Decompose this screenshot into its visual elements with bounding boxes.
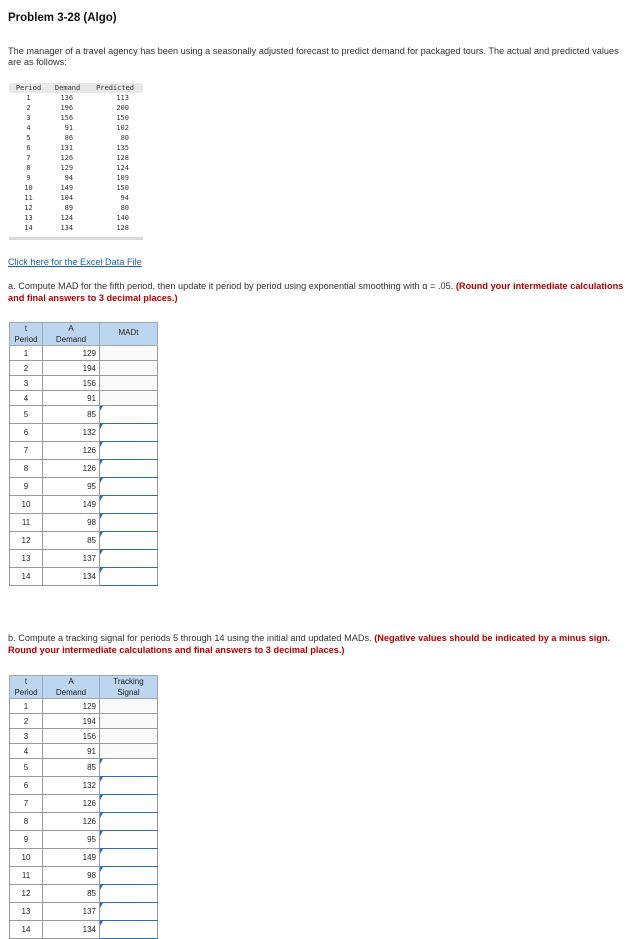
mad-answer-cell[interactable] (100, 532, 158, 550)
mad-period-cell: 11 (10, 514, 43, 532)
mad-period-cell: 4 (10, 391, 43, 406)
ts-demand-cell: 85 (43, 759, 100, 777)
ts-demand-cell: 126 (43, 795, 100, 813)
mad-row (10, 346, 158, 361)
ts-answer-input[interactable] (100, 849, 157, 866)
problem-intro: The manager of a travel agency has been using a seasonally adjusted forecast to predict demand for packaged tours. The actual and predicted values are as follows: (8, 46, 619, 67)
mad-period-cell: 5 (10, 406, 43, 424)
mad-demand-cell: 126 (43, 442, 100, 460)
ts-period-cell: 8 (10, 813, 43, 831)
ref-header-period: Period (9, 83, 48, 93)
mad-blank-cell (100, 361, 158, 376)
mad-period-cell: 2 (10, 361, 43, 376)
ref-table-row (9, 213, 143, 223)
ref-demand-cell: 124 (60, 214, 74, 222)
mad-row (10, 361, 158, 376)
mad-row (10, 442, 158, 460)
mad-demand-cell: 95 (43, 478, 100, 496)
ts-answer-cell[interactable] (100, 921, 158, 939)
mad-demand-cell: 129 (43, 346, 100, 361)
mad-row (10, 424, 158, 442)
mad-demand-cell: 149 (43, 496, 100, 514)
ref-period-cell: 3 (26, 114, 31, 122)
mad-demand-cell: 194 (43, 361, 100, 376)
mad-row (10, 496, 158, 514)
ts-row (10, 849, 158, 867)
ts-answer-cell[interactable] (100, 795, 158, 813)
mad-row (10, 532, 158, 550)
mad-period-cell: 14 (10, 568, 43, 586)
mad-answer-input[interactable] (100, 406, 157, 423)
mad-period-cell: 12 (10, 532, 43, 550)
ts-row (10, 903, 158, 921)
tracking-signal-table (9, 675, 158, 939)
ts-answer-input[interactable] (100, 885, 157, 902)
mad-demand-cell: 85 (43, 532, 100, 550)
mad-row (10, 376, 158, 391)
ref-period-cell: 7 (26, 154, 31, 162)
mad-answer-input[interactable] (100, 496, 157, 513)
ts-period-cell: 5 (10, 759, 43, 777)
mad-answer-input[interactable] (100, 460, 157, 477)
ts-answer-input[interactable] (100, 795, 157, 812)
ts-demand-cell: 126 (43, 813, 100, 831)
ts-blank-cell (100, 714, 158, 729)
ts-col-a-header (43, 676, 100, 699)
ts-answer-input[interactable] (100, 813, 157, 830)
mad-row (10, 391, 158, 406)
mad-col-t-top: t (24, 324, 28, 333)
ts-row (10, 729, 158, 744)
ref-period-cell: 1 (26, 94, 31, 102)
mad-table (9, 322, 158, 586)
mad-demand-cell: 132 (43, 424, 100, 442)
ref-period-cell: 10 (24, 184, 33, 192)
mad-demand-cell: 91 (43, 391, 100, 406)
ref-table-row (9, 153, 143, 163)
ref-demand-cell: 89 (64, 204, 74, 212)
mad-period-cell: 3 (10, 376, 43, 391)
ts-row (10, 759, 158, 777)
ref-predicted-cell: 150 (116, 114, 129, 122)
ref-table-row (9, 133, 143, 143)
ts-col-t-bottom: Period (14, 688, 38, 697)
mad-answer-input[interactable] (100, 550, 157, 567)
problem-title: Problem 3-28 (Algo) (8, 12, 117, 24)
mad-period-cell: 10 (10, 496, 43, 514)
mad-answer-input[interactable] (100, 514, 157, 531)
ref-table-row (9, 163, 143, 173)
mad-answer-cell[interactable] (100, 460, 158, 478)
ts-period-cell: 6 (10, 777, 43, 795)
mad-col-t-header (10, 323, 43, 346)
ref-predicted-cell: 150 (116, 184, 129, 192)
ref-demand-cell: 126 (60, 154, 74, 162)
ts-demand-cell: 134 (43, 921, 100, 939)
ref-table-row (9, 143, 143, 153)
mad-row (10, 460, 158, 478)
mad-answer-cell[interactable] (100, 406, 158, 424)
ref-period-cell: 14 (24, 224, 33, 232)
ts-period-cell: 14 (10, 921, 43, 939)
mad-period-cell: 8 (10, 460, 43, 478)
ts-demand-cell: 137 (43, 903, 100, 921)
mad-demand-cell: 134 (43, 568, 100, 586)
ts-period-cell: 12 (10, 885, 43, 903)
mad-demand-cell: 126 (43, 460, 100, 478)
ts-row (10, 867, 158, 885)
ref-demand-cell: 104 (60, 194, 74, 202)
ts-col-a-bottom: Demand (55, 688, 87, 697)
excel-data-file-link[interactable]: Click here for the Excel Data File (8, 257, 142, 267)
mad-blank-cell (100, 376, 158, 391)
ts-period-cell: 1 (10, 699, 43, 714)
ref-predicted-cell: 128 (116, 154, 129, 162)
ref-period-cell: 9 (26, 174, 31, 182)
ts-blank-cell (100, 744, 158, 759)
ref-predicted-cell: 80 (120, 134, 129, 142)
ts-period-cell: 2 (10, 714, 43, 729)
reference-data-table (9, 83, 143, 240)
ref-table-row (9, 93, 143, 103)
mad-period-cell: 7 (10, 442, 43, 460)
mad-answer-cell[interactable] (100, 478, 158, 496)
ts-demand-cell: 129 (43, 699, 100, 714)
ts-period-cell: 13 (10, 903, 43, 921)
ref-table-row (9, 193, 143, 203)
reference-table-body (9, 93, 143, 239)
mad-answer-cell[interactable] (100, 550, 158, 568)
ts-answer-cell[interactable] (100, 885, 158, 903)
mad-demand-cell: 137 (43, 550, 100, 568)
mad-demand-cell: 156 (43, 376, 100, 391)
part-a-question (8, 281, 626, 304)
mad-row (10, 406, 158, 424)
tracking-signal-table-body (10, 699, 158, 939)
ref-table-row (9, 123, 143, 133)
mad-demand-cell: 98 (43, 514, 100, 532)
ref-table-row (9, 103, 143, 113)
mad-period-cell: 13 (10, 550, 43, 568)
ts-row (10, 699, 158, 714)
mad-blank-cell (100, 391, 158, 406)
ref-period-cell: 4 (26, 124, 31, 132)
ts-col-t-top: t (24, 677, 28, 686)
ref-demand-cell: 131 (60, 144, 74, 152)
ref-predicted-cell: 109 (116, 174, 129, 182)
ref-period-cell: 5 (26, 134, 31, 142)
ref-demand-cell: 136 (60, 94, 74, 102)
ref-predicted-cell: 80 (120, 204, 129, 212)
ref-demand-cell: 94 (64, 174, 74, 182)
mad-blank-cell (100, 346, 158, 361)
mad-col-a-header (43, 323, 100, 346)
ts-demand-cell: 98 (43, 867, 100, 885)
ref-table-row (9, 223, 143, 239)
ts-row (10, 714, 158, 729)
part-b-text: b. Compute a tracking signal for periods 5 through 14 using the initial and updated MADs. (8, 633, 372, 643)
ts-answer-cell[interactable] (100, 903, 158, 921)
ts-col-t-header (10, 676, 43, 699)
ref-demand-cell: 134 (60, 224, 74, 232)
ts-answer-input[interactable] (100, 831, 157, 848)
ts-period-cell: 4 (10, 744, 43, 759)
ts-period-cell: 9 (10, 831, 43, 849)
ref-predicted-cell: 140 (116, 214, 129, 222)
ref-predicted-cell: 113 (116, 94, 129, 102)
ts-row (10, 921, 158, 939)
ref-table-row (9, 173, 143, 183)
ref-period-cell: 13 (24, 214, 33, 222)
ref-period-cell: 6 (26, 144, 31, 152)
ts-row (10, 777, 158, 795)
mad-row (10, 550, 158, 568)
ref-demand-cell: 129 (60, 164, 74, 172)
mad-demand-cell: 85 (43, 406, 100, 424)
ref-predicted-cell: 200 (116, 104, 129, 112)
ts-col-out-top: Tracking (113, 677, 144, 686)
ts-demand-cell: 149 (43, 849, 100, 867)
ts-blank-cell (100, 729, 158, 744)
ref-period-cell: 8 (26, 164, 31, 172)
ref-demand-cell: 149 (60, 184, 74, 192)
ts-period-cell: 10 (10, 849, 43, 867)
ref-table-row (9, 203, 143, 213)
ts-col-out-header (100, 676, 158, 699)
mad-answer-cell[interactable] (100, 568, 158, 586)
mad-row (10, 478, 158, 496)
mad-answer-input[interactable] (100, 424, 157, 441)
part-a-note: (Round your intermediate calculations and final answers to 3 decimal places.) (8, 281, 624, 303)
mad-period-cell: 9 (10, 478, 43, 496)
mad-col-out-header: MADt (100, 323, 158, 346)
ts-period-cell: 11 (10, 867, 43, 885)
ts-answer-input[interactable] (100, 867, 157, 884)
ref-predicted-cell: 128 (116, 224, 129, 232)
ts-answer-cell[interactable] (100, 831, 158, 849)
ref-period-cell: 12 (24, 204, 33, 212)
ts-answer-cell[interactable] (100, 867, 158, 885)
ref-header-demand: Demand (48, 83, 87, 93)
mad-col-a-top: A (68, 324, 74, 333)
part-a-text: a. Compute MAD for the fifth period, then update it period by period using exponential smoothing with α = .05. (8, 281, 454, 291)
ts-row (10, 885, 158, 903)
ts-demand-cell: 85 (43, 885, 100, 903)
mad-answer-input[interactable] (100, 568, 157, 585)
mad-table-body (10, 346, 158, 586)
ref-predicted-cell: 124 (116, 164, 129, 172)
ts-demand-cell: 132 (43, 777, 100, 795)
ts-col-a-top: A (68, 677, 74, 686)
ref-table-row (9, 113, 143, 123)
ts-answer-input[interactable] (100, 921, 157, 938)
ts-period-cell: 7 (10, 795, 43, 813)
ts-answer-cell[interactable] (100, 759, 158, 777)
mad-answer-input[interactable] (100, 532, 157, 549)
ts-answer-input[interactable] (100, 777, 157, 794)
mad-row (10, 568, 158, 586)
mad-answer-input[interactable] (100, 478, 157, 495)
ref-period-cell: 11 (24, 194, 33, 202)
ts-answer-input[interactable] (100, 759, 157, 776)
mad-period-cell: 6 (10, 424, 43, 442)
ref-demand-cell: 196 (60, 104, 74, 112)
mad-answer-input[interactable] (100, 442, 157, 459)
ref-predicted-cell: 94 (120, 194, 129, 202)
ts-demand-cell: 156 (43, 729, 100, 744)
ts-answer-cell[interactable] (100, 813, 158, 831)
ts-row (10, 813, 158, 831)
ref-demand-cell: 86 (64, 134, 74, 142)
mad-period-cell: 1 (10, 346, 43, 361)
ref-demand-cell: 91 (64, 124, 74, 132)
mad-col-a-bottom: Demand (55, 335, 87, 344)
ts-row (10, 744, 158, 759)
ref-period-cell: 2 (26, 104, 31, 112)
ref-table-row (9, 183, 143, 193)
ts-demand-cell: 91 (43, 744, 100, 759)
ts-demand-cell: 95 (43, 831, 100, 849)
ts-row (10, 795, 158, 813)
mad-answer-cell[interactable] (100, 442, 158, 460)
ref-header-predicted: Predicted (87, 83, 143, 93)
ts-row (10, 831, 158, 849)
ts-demand-cell: 194 (43, 714, 100, 729)
ref-predicted-cell: 102 (116, 124, 129, 132)
mad-answer-cell[interactable] (100, 496, 158, 514)
part-b-question (8, 633, 626, 656)
ts-answer-cell[interactable] (100, 777, 158, 795)
ref-demand-cell: 156 (60, 114, 74, 122)
part-b-note: (Negative values should be indicated by a minus sign. Round your intermediate calculations and final answers to 3 decimal places.) (8, 633, 611, 655)
ref-predicted-cell: 135 (116, 144, 129, 152)
ts-answer-input[interactable] (100, 903, 157, 920)
mad-answer-cell[interactable] (100, 424, 158, 442)
mad-col-t-bottom: Period (14, 335, 38, 344)
ts-answer-cell[interactable] (100, 849, 158, 867)
ts-blank-cell (100, 699, 158, 714)
mad-answer-cell[interactable] (100, 514, 158, 532)
mad-row (10, 514, 158, 532)
ts-col-out-bottom: Signal (117, 688, 140, 697)
ts-period-cell: 3 (10, 729, 43, 744)
